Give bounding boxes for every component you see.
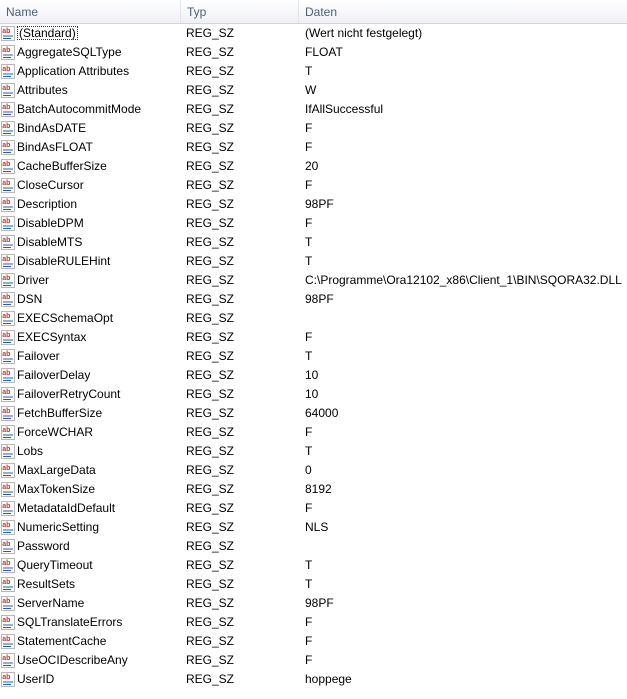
value-data: hoppege bbox=[305, 672, 352, 686]
string-value-icon bbox=[1, 26, 15, 41]
svg-text:ab: ab bbox=[2, 522, 11, 530]
value-name: DisableRULEHint bbox=[17, 254, 111, 268]
value-name: UseOCIDescribeAny bbox=[17, 653, 128, 667]
value-data: F bbox=[305, 330, 313, 344]
value-name: CloseCursor bbox=[17, 178, 84, 192]
string-value-icon bbox=[1, 121, 15, 136]
value-name: MetadataIdDefault bbox=[17, 501, 116, 515]
value-type: REG_SZ bbox=[186, 501, 235, 515]
list-item[interactable] bbox=[0, 100, 627, 119]
value-data: 98PF bbox=[305, 596, 334, 610]
value-data: C:\Programme\Ora12102_x86\Client_1\BIN\SQORA32.DLL bbox=[305, 273, 622, 287]
value-type: REG_SZ bbox=[186, 311, 235, 325]
column-header-data[interactable]: Daten bbox=[305, 5, 338, 19]
svg-text:ab: ab bbox=[2, 123, 11, 131]
string-value-icon bbox=[1, 159, 15, 174]
string-value-icon bbox=[1, 463, 15, 478]
value-name: DisableDPM bbox=[17, 216, 84, 230]
value-type: REG_SZ bbox=[186, 463, 235, 477]
value-name: Password bbox=[17, 539, 70, 553]
column-header-name[interactable]: Name bbox=[0, 0, 181, 23]
value-name: DisableMTS bbox=[17, 235, 83, 249]
string-value-icon bbox=[1, 349, 15, 364]
svg-text:ab: ab bbox=[2, 674, 11, 682]
value-type: REG_SZ bbox=[186, 102, 235, 116]
value-data: 64000 bbox=[305, 406, 339, 420]
value-data: 98PF bbox=[305, 292, 334, 306]
value-data: F bbox=[305, 121, 313, 135]
string-value-icon bbox=[1, 672, 15, 687]
svg-text:ab: ab bbox=[2, 85, 11, 93]
value-type: REG_SZ bbox=[186, 406, 235, 420]
svg-text:ab: ab bbox=[2, 332, 11, 340]
string-value-icon bbox=[1, 102, 15, 117]
value-name: Failover bbox=[17, 349, 60, 363]
string-value-icon bbox=[1, 83, 15, 98]
string-value-icon bbox=[1, 330, 15, 345]
list-item[interactable] bbox=[0, 461, 627, 480]
value-data: T bbox=[305, 235, 313, 249]
value-type: REG_SZ bbox=[186, 273, 235, 287]
string-value-icon bbox=[1, 425, 15, 440]
value-data: (Wert nicht festgelegt) bbox=[305, 26, 423, 40]
svg-text:ab: ab bbox=[2, 579, 11, 587]
value-type: REG_SZ bbox=[186, 672, 235, 686]
svg-text:ab: ab bbox=[2, 256, 11, 264]
value-data: 10 bbox=[305, 368, 319, 382]
value-data: T bbox=[305, 444, 313, 458]
list-item[interactable] bbox=[0, 347, 627, 366]
svg-text:ab: ab bbox=[2, 370, 11, 378]
list-item[interactable] bbox=[0, 62, 627, 81]
value-data: F bbox=[305, 425, 313, 439]
string-value-icon bbox=[1, 216, 15, 231]
svg-text:ab: ab bbox=[2, 427, 11, 435]
string-value-icon bbox=[1, 653, 15, 668]
string-value-icon bbox=[1, 197, 15, 212]
value-data: IfAllSuccessful bbox=[305, 102, 384, 116]
value-data: F bbox=[305, 615, 313, 629]
value-type: REG_SZ bbox=[186, 653, 235, 667]
svg-text:ab: ab bbox=[2, 408, 11, 416]
value-name: EXECSchemaOpt bbox=[17, 311, 114, 325]
value-type: REG_SZ bbox=[186, 596, 235, 610]
value-type: REG_SZ bbox=[186, 254, 235, 268]
value-data: F bbox=[305, 178, 313, 192]
value-name: MaxLargeData bbox=[17, 463, 96, 477]
svg-text:ab: ab bbox=[2, 351, 11, 359]
string-value-icon bbox=[1, 634, 15, 649]
value-type: REG_SZ bbox=[186, 292, 235, 306]
svg-text:ab: ab bbox=[2, 218, 11, 226]
string-value-icon bbox=[1, 577, 15, 592]
value-data: F bbox=[305, 140, 313, 154]
value-data: F bbox=[305, 216, 313, 230]
list-item[interactable] bbox=[0, 442, 627, 461]
value-name: FailoverDelay bbox=[17, 368, 91, 382]
value-name: ServerName bbox=[17, 596, 85, 610]
list-item[interactable] bbox=[0, 537, 627, 556]
string-value-icon bbox=[1, 501, 15, 516]
value-type: REG_SZ bbox=[186, 140, 235, 154]
value-name: BindAsDATE bbox=[17, 121, 87, 135]
value-data: 98PF bbox=[305, 197, 334, 211]
string-value-icon bbox=[1, 368, 15, 383]
value-type: REG_SZ bbox=[186, 216, 235, 230]
value-type: REG_SZ bbox=[186, 444, 235, 458]
value-name: BindAsFLOAT bbox=[17, 140, 93, 154]
string-value-icon bbox=[1, 64, 15, 79]
value-name: BatchAutocommitMode bbox=[17, 102, 142, 116]
registry-value-list bbox=[0, 24, 627, 689]
list-item[interactable] bbox=[0, 290, 627, 309]
svg-text:ab: ab bbox=[2, 655, 11, 663]
string-value-icon bbox=[1, 406, 15, 421]
value-type: REG_SZ bbox=[186, 634, 235, 648]
list-item[interactable] bbox=[0, 480, 627, 499]
value-name: Lobs bbox=[17, 444, 44, 458]
value-type: REG_SZ bbox=[186, 26, 235, 40]
svg-text:ab: ab bbox=[2, 142, 11, 150]
value-type: REG_SZ bbox=[186, 539, 235, 553]
list-item[interactable] bbox=[0, 176, 627, 195]
list-item[interactable] bbox=[0, 651, 627, 670]
value-data: 0 bbox=[305, 463, 312, 477]
value-data: T bbox=[305, 349, 313, 363]
list-item[interactable] bbox=[0, 271, 627, 290]
string-value-icon bbox=[1, 615, 15, 630]
list-item[interactable] bbox=[0, 632, 627, 651]
value-name: AggregateSQLType bbox=[17, 45, 122, 59]
value-data: FLOAT bbox=[305, 45, 343, 59]
string-value-icon bbox=[1, 45, 15, 60]
string-value-icon bbox=[1, 140, 15, 155]
value-data: 20 bbox=[305, 159, 319, 173]
value-type: REG_SZ bbox=[186, 64, 235, 78]
value-name: DSN bbox=[17, 292, 43, 306]
value-data: F bbox=[305, 634, 313, 648]
value-type: REG_SZ bbox=[186, 520, 235, 534]
list-item[interactable] bbox=[0, 214, 627, 233]
svg-text:ab: ab bbox=[2, 446, 11, 454]
svg-text:ab: ab bbox=[2, 598, 11, 606]
value-name: FetchBufferSize bbox=[17, 406, 103, 420]
list-item[interactable] bbox=[0, 157, 627, 176]
string-value-icon bbox=[1, 539, 15, 554]
value-name: SQLTranslateErrors bbox=[17, 615, 123, 629]
list-item[interactable] bbox=[0, 518, 627, 537]
svg-text:ab: ab bbox=[2, 484, 11, 492]
svg-text:ab: ab bbox=[2, 541, 11, 549]
value-type: REG_SZ bbox=[186, 368, 235, 382]
value-name: UserID bbox=[17, 672, 55, 686]
value-name: Attributes bbox=[17, 83, 68, 97]
list-item[interactable] bbox=[0, 309, 627, 328]
value-name: CacheBufferSize bbox=[17, 159, 107, 173]
svg-text:ab: ab bbox=[2, 313, 11, 321]
value-type: REG_SZ bbox=[186, 83, 235, 97]
value-name: Description bbox=[17, 197, 78, 211]
value-data: T bbox=[305, 254, 313, 268]
value-data: W bbox=[305, 83, 317, 97]
list-item[interactable] bbox=[0, 575, 627, 594]
value-type: REG_SZ bbox=[186, 615, 235, 629]
string-value-icon bbox=[1, 235, 15, 250]
string-value-icon bbox=[1, 482, 15, 497]
value-name: EXECSyntax bbox=[17, 330, 87, 344]
value-data: T bbox=[305, 577, 313, 591]
column-header-type[interactable]: Typ bbox=[181, 0, 299, 23]
svg-text:ab: ab bbox=[2, 47, 11, 55]
value-type: REG_SZ bbox=[186, 482, 235, 496]
list-item[interactable] bbox=[0, 119, 627, 138]
value-name: StatementCache bbox=[17, 634, 107, 648]
list-item[interactable] bbox=[0, 138, 627, 157]
value-data: T bbox=[305, 558, 313, 572]
svg-text:ab: ab bbox=[2, 66, 11, 74]
svg-text:ab: ab bbox=[2, 617, 11, 625]
list-item[interactable] bbox=[0, 233, 627, 252]
svg-text:ab: ab bbox=[2, 104, 11, 112]
value-type: REG_SZ bbox=[186, 178, 235, 192]
value-data: T bbox=[305, 64, 313, 78]
value-type: REG_SZ bbox=[186, 425, 235, 439]
value-data: F bbox=[305, 501, 313, 515]
value-type: REG_SZ bbox=[186, 577, 235, 591]
svg-text:ab: ab bbox=[2, 465, 11, 473]
string-value-icon bbox=[1, 292, 15, 307]
list-item[interactable] bbox=[0, 366, 627, 385]
value-type: REG_SZ bbox=[186, 387, 235, 401]
svg-text:ab: ab bbox=[2, 294, 11, 302]
list-item[interactable] bbox=[0, 385, 627, 404]
value-type: REG_SZ bbox=[186, 558, 235, 572]
value-data: 10 bbox=[305, 387, 319, 401]
string-value-icon bbox=[1, 444, 15, 459]
list-item[interactable] bbox=[0, 613, 627, 632]
string-value-icon bbox=[1, 254, 15, 269]
svg-text:ab: ab bbox=[2, 161, 11, 169]
value-type: REG_SZ bbox=[186, 159, 235, 173]
value-name: (Standard) bbox=[19, 26, 76, 40]
svg-text:ab: ab bbox=[2, 275, 11, 283]
value-type: REG_SZ bbox=[186, 349, 235, 363]
list-item[interactable] bbox=[0, 423, 627, 442]
column-header bbox=[0, 0, 627, 24]
string-value-icon bbox=[1, 596, 15, 611]
list-item[interactable] bbox=[0, 556, 627, 575]
string-value-icon bbox=[1, 520, 15, 535]
string-value-icon bbox=[1, 558, 15, 573]
value-type: REG_SZ bbox=[186, 197, 235, 211]
value-type: REG_SZ bbox=[186, 45, 235, 59]
value-data: NLS bbox=[305, 520, 329, 534]
list-item[interactable] bbox=[0, 594, 627, 613]
svg-text:ab: ab bbox=[2, 389, 11, 397]
svg-text:ab: ab bbox=[2, 503, 11, 511]
string-value-icon bbox=[1, 178, 15, 193]
svg-text:ab: ab bbox=[2, 28, 11, 36]
value-name: ResultSets bbox=[17, 577, 76, 591]
list-item[interactable] bbox=[0, 670, 627, 689]
string-value-icon bbox=[1, 311, 15, 326]
value-name: FailoverRetryCount bbox=[17, 387, 121, 401]
value-name: ForceWCHAR bbox=[17, 425, 94, 439]
list-item[interactable] bbox=[0, 328, 627, 347]
string-value-icon bbox=[1, 273, 15, 288]
string-value-icon bbox=[1, 387, 15, 402]
list-item[interactable] bbox=[0, 195, 627, 214]
svg-text:ab: ab bbox=[2, 180, 11, 188]
value-name: MaxTokenSize bbox=[17, 482, 96, 496]
list-item[interactable] bbox=[0, 24, 627, 43]
list-item[interactable] bbox=[0, 499, 627, 518]
svg-text:ab: ab bbox=[2, 560, 11, 568]
value-name: Application Attributes bbox=[17, 64, 130, 78]
value-name: Driver bbox=[17, 273, 49, 287]
list-item[interactable] bbox=[0, 404, 627, 423]
svg-text:ab: ab bbox=[2, 237, 11, 245]
value-name: QueryTimeout bbox=[17, 558, 93, 572]
svg-text:ab: ab bbox=[2, 199, 11, 207]
list-item[interactable] bbox=[0, 43, 627, 62]
value-type: REG_SZ bbox=[186, 121, 235, 135]
value-data: 8192 bbox=[305, 482, 332, 496]
value-data: F bbox=[305, 653, 313, 667]
value-type: REG_SZ bbox=[186, 235, 235, 249]
value-name: NumericSetting bbox=[17, 520, 100, 534]
list-item[interactable] bbox=[0, 81, 627, 100]
svg-text:ab: ab bbox=[2, 636, 11, 644]
value-type: REG_SZ bbox=[186, 330, 235, 344]
list-item[interactable] bbox=[0, 252, 627, 271]
